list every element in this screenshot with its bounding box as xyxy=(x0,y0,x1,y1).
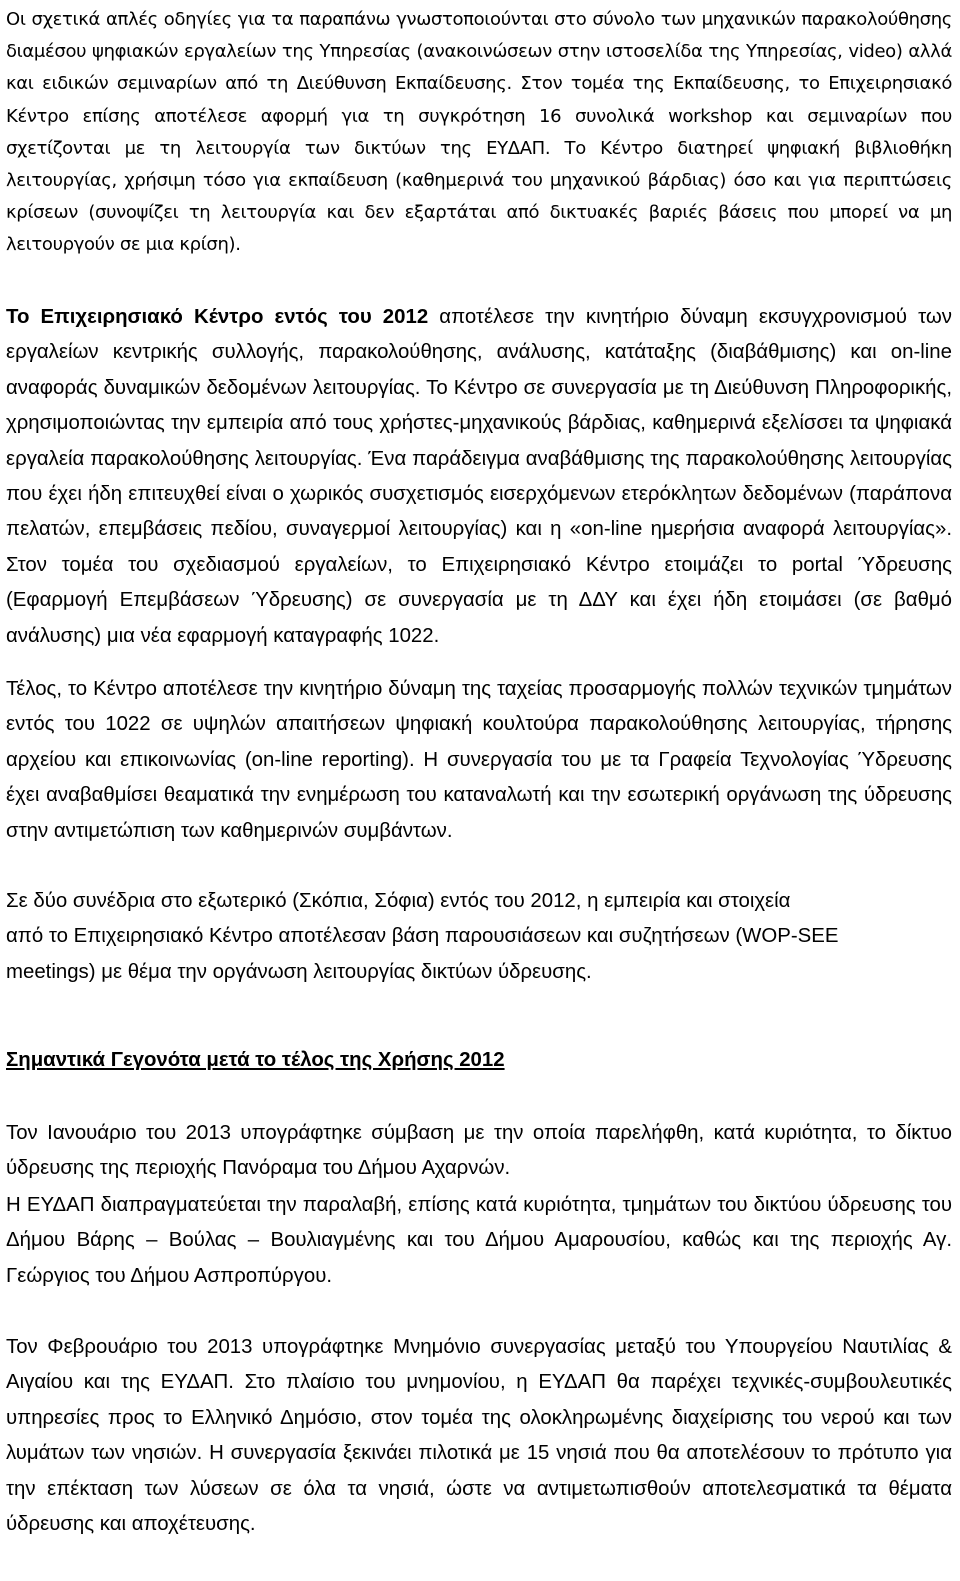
paragraph-digital-culture: Τέλος, το Κέντρο αποτέλεσε την κινητήριο δύναμη της ταχείας προσαρμογής πολλών τεχνικών τμημάτων εντός του 1022 σε υψηλών απαιτήσεων ψηφιακή κουλτούρα παρακολούθησης λειτουργίας, τήρησης αρχείου και επικοινωνίας (on-line reporting). Η συνεργασία του με τα Γραφεία Τεχνολογίας Ύδρευσης έχει αναβαθμίσει θεαματικά την ενημέρωση του καταναλωτή και την εσωτερική οργάνωση της ύδρευσης στην αντιμετώπιση των καθημερινών συμβάντων. xyxy=(6,678,952,842)
paragraph-instructions: Οι σχετικά απλές οδηγίες για τα παραπάνω γνωστοποιούνται στο σύνολο των μηχανικών παρακολούθησης διαμέσου ψηφιακών εργαλείων της Υπηρεσίας (ανακοινώσεων στην ιστοσελίδα της Υπηρεσίας, video) αλλά και ειδικών σεμιναρίων από τη Διεύθυνση Εκπαίδευσης. Στον τομέα της Εκπαίδευσης, το Επιχειρησιακό Κέντρο επίσης αποτέλεσε αφορμή για τη συγκρότηση 16 συνολικά workshop και σεμιναρίων που σχετίζονται με τη λειτουργία των δικτύων της ΕΥΔΑΠ. Το Κέντρο διατηρεί ψηφιακή βιβλιοθήκη λειτουργίας, χρήσιμη τόσο για εκπαίδευση (καθημερινά του μηχανικού βάρδιας) όσο και για περιπτώσεις κρίσεων (συνοψίζει τη λειτουργία και δεν εξαρτάται από δικτυακές βαριές βάσεις που μπορεί να μη λειτουργούν σε μια κρίση). xyxy=(6,9,952,256)
paragraph-lead-bold: Το Επιχειρησιακό Κέντρο εντός του 2012 xyxy=(6,306,429,328)
paragraph-islands-memorandum: Τον Φεβρουάριο του 2013 υπογράφτηκε Μνημόνιο συνεργασίας μεταξύ του Υπουργείου Ναυτιλίας & Αιγαίου και της ΕΥΔΑΠ. Στο πλαίσιο του μνημονίου, η ΕΥΔΑΠ θα παρέχει τεχνικές-συμβουλευτικές υπηρεσίες προς το Ελληνικό Δημόσιο, στον τομέα της ολοκληρωμένης διαχείρισης του νερού και των λυμάτων των νησιών. Η συνεργασία ξεκινάει πιλοτικά με 15 νησιά που θα αποτελέσουν το πρότυπο για την επέκταση των λύσεων σε όλα τα νησιά, ώστε να αντιμετωπισθούν αποτελεσματικά τα θέματα ύδρευσης και αποχέτευσης. xyxy=(6,1336,952,1536)
paragraph-line: Σε δύο συνέδρια στο εξωτερικό (Σκόπια, Σόφια) εντός του 2012, η εμπειρία και στοιχεία xyxy=(6,890,791,912)
paragraph-line: από το Επιχειρησιακό Κέντρο αποτέλεσαν βάση παρουσιάσεων και συζητήσεων (WOP-SEE xyxy=(6,925,839,948)
paragraph-operations-center-2012 xyxy=(6,300,952,654)
paragraph-body: αποτέλεσε την κινητήριο δύναμη εκσυγχρονισμού των εργαλείων κεντρικής συλλογής, παρακολούθησης, ανάλυσης, κατάταξης (διαβάθμισης) και on-line αναφοράς δυναμικών δεδομένων λειτουργίας. Το Κέντρο σε συνεργασία με τη Διεύθυνση Πληροφορικής, χρησιμοποιώντας την εμπειρία από τους χρήστες-μηχανικούς βάρδιας, καθημερινά εξελίσσει τα ψηφιακά εργαλεία παρακολούθησης λειτουργίας. Ένα παράδειγμα αναβάθμισης της παρακολούθησης λειτουργίας που έχει ήδη επιτευχθεί είναι ο χωρικός συσχετισμός εισερχόμενων ετερόκλητων δεδομένων (παράπονα πελατών, επεμβάσεις πεδίου, συναγερμοί λειτουργίας) και η «on-line ημερήσια αναφορά λειτουργίας». Στον τομέα του σχεδιασμού εργαλείων, το Επιχειρησιακό Κέντρο ετοιμάζει το portal Ύδρευσης (Εφαρμογή Επεμβάσεων Ύδρευσης) σε συνεργασία με τη ΔΔΥ και έχει ήδη ετοιμάσει (σε βαθμό ανάλυσης) μια νέα εφαρμογή καταγραφής 1022. xyxy=(6,306,952,647)
paragraph-panorama-network: Τον Ιανουάριο του 2013 υπογράφτηκε σύμβαση με την οποία παρελήφθη, κατά κυριότητα, το δίκτυο ύδρευσης της περιοχής Πανόραμα του Δήμου Αχαρνών. xyxy=(6,1122,952,1180)
paragraph-conferences xyxy=(6,884,952,990)
section-heading: Σημαντικά Γεγονότα μετά το τέλος της Χρήσης 2012 xyxy=(6,1049,505,1071)
paragraph-line: meetings) με θέμα την οργάνωση λειτουργίας δικτύων ύδρευσης. xyxy=(6,960,592,983)
paragraph-network-negotiations: Η ΕΥΔΑΠ διαπραγματεύεται την παραλαβή, επίσης κατά κυριότητα, τμημάτων του δικτύου ύδρευσης του Δήμου Βάρης – Βούλας – Βουλιαγμένης και του Δήμου Αμαρουσίου, καθώς και της περιοχής Αγ. Γεώργιος του Δήμου Ασπροπύργου. xyxy=(6,1194,952,1287)
